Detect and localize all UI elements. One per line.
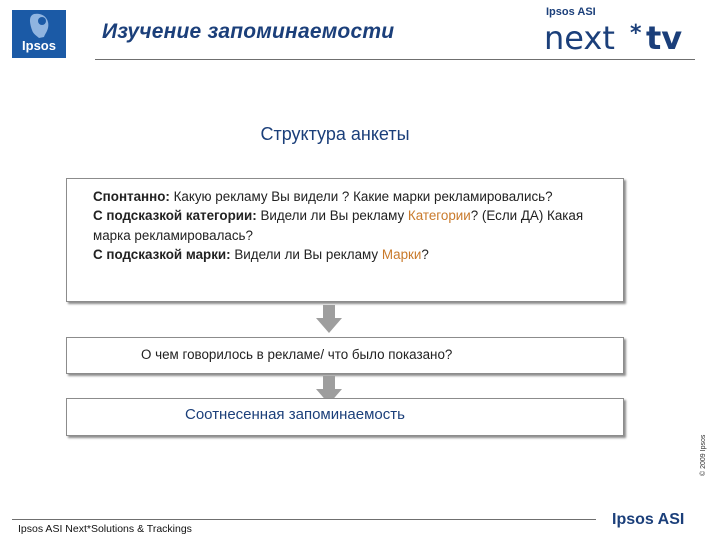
page-title: Изучение запоминаемости [102,20,395,43]
category-prompt-label: С подсказкой категории: [93,208,257,224]
questionnaire-box-correlated [66,398,624,436]
nexttv-logo-star: * [630,21,642,46]
brand-highlight: Марки [381,247,422,263]
category-question-b: ? (Если ДА) Какая марка рекламировалась? [93,208,584,243]
logo-wordmark: Ipsos [22,38,56,53]
nexttv-logo-tv: tv [646,19,683,56]
footer-caption: Ipsos ASI Next*Solutions & Trackings [18,523,192,535]
nexttv-logo [544,16,694,56]
footer-divider [12,519,596,520]
questionnaire-box-content [66,337,624,374]
brand-caption: Ipsos ASI [546,6,596,18]
category-question-a: Видели ли Вы рекламу [256,208,408,224]
brand-question: Видели ли Вы рекламу [230,247,382,263]
spontaneous-label: Спонтанно: [93,189,170,204]
copyright-note: © 2009 Ipsos [700,434,707,476]
brand-prompt-label: С подсказкой марки: [93,247,231,263]
section-title: Структура анкеты [260,124,410,144]
footer-logo: Ipsos ASI [612,511,685,528]
content-question: О чем говорилось в рекламе/ что было показано? [141,347,453,362]
recall-questions [93,187,615,265]
header-divider [95,59,695,60]
ipsos-logo [12,10,66,58]
questionnaire-box-recall [66,178,624,302]
correlated-recall-label: Соотнесенная запоминаемость [185,406,405,423]
nexttv-logo-next: next [544,19,615,56]
category-highlight: Категории [407,208,471,224]
spontaneous-question: Какую рекламу Вы видели ? Какие марки рекламировались? [169,189,553,204]
brand-question-end: ? [421,247,429,263]
down-arrow-icon [316,305,342,333]
